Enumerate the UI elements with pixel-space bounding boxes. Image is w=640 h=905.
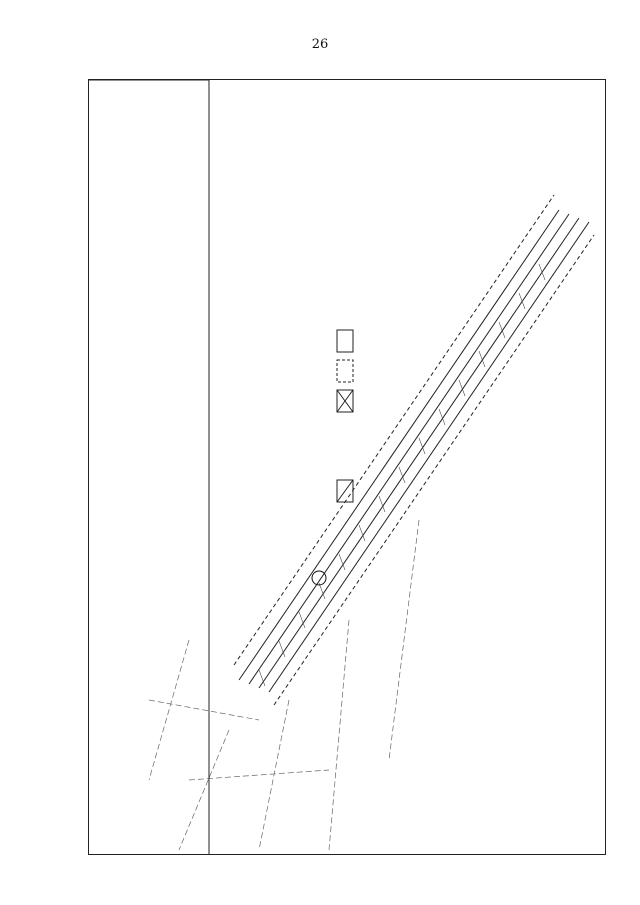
planning-drawing [89, 80, 605, 854]
corridor-hatching [259, 264, 545, 686]
pipeline-corridor [234, 195, 594, 705]
page-number: 26 [311, 37, 329, 52]
legend [337, 330, 353, 502]
title-block [89, 80, 209, 854]
cadastral-boundaries [149, 520, 419, 850]
drawing-sheet-frame [88, 79, 606, 855]
pipeline-section-marker [312, 571, 326, 585]
